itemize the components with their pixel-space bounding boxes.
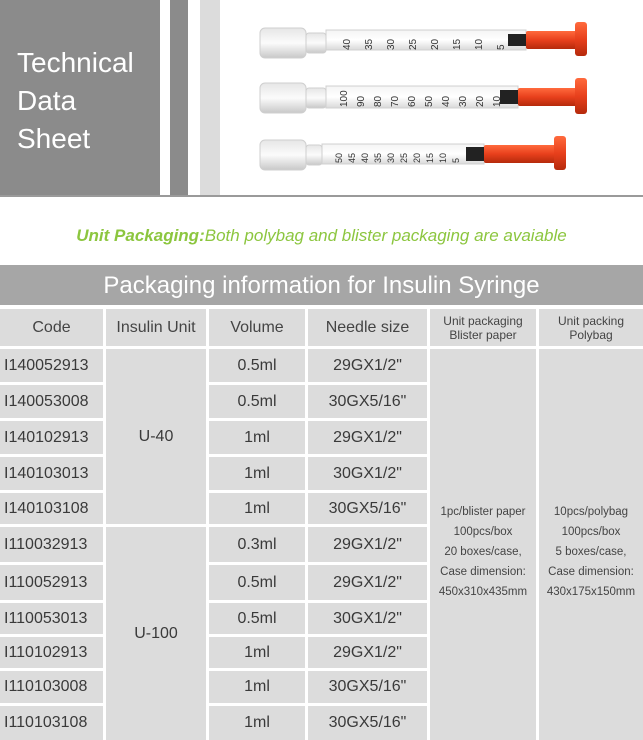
cell-code: I140103108 bbox=[0, 493, 103, 524]
scale-label: 5 bbox=[496, 44, 507, 50]
syringe-middle bbox=[260, 78, 587, 114]
note-line: Case dimension: bbox=[548, 565, 634, 578]
header-volume: Volume bbox=[209, 309, 305, 346]
cell-volume: 1ml bbox=[209, 421, 305, 454]
scale-label: 70 bbox=[390, 95, 401, 107]
scale-label: 90 bbox=[356, 95, 367, 107]
cell-needle: 29GX1/2" bbox=[308, 527, 427, 562]
page-title bbox=[17, 44, 157, 158]
header-polybag bbox=[539, 309, 643, 346]
scale-label: 60 bbox=[407, 95, 418, 107]
header-insulin-unit: Insulin Unit bbox=[106, 309, 206, 346]
header-needle-size: Needle size bbox=[308, 309, 427, 346]
scale-label: 15 bbox=[452, 38, 463, 50]
syringe-bottom bbox=[260, 136, 566, 170]
note-line: 20 boxes/case, bbox=[444, 545, 522, 558]
cell-needle: 29GX1/2" bbox=[308, 637, 427, 668]
scale-label: 15 bbox=[425, 152, 435, 163]
cell-needle: 30GX5/16" bbox=[308, 671, 427, 703]
cell-needle: 30GX5/16" bbox=[308, 493, 427, 524]
cell-code: I110052913 bbox=[0, 565, 103, 600]
header-code: Code bbox=[0, 309, 103, 346]
syringe-top bbox=[260, 22, 587, 58]
scale-label: 45 bbox=[347, 152, 357, 163]
scale-label: 25 bbox=[408, 38, 419, 50]
title-line: Sheet bbox=[17, 123, 91, 154]
cell-needle: 29GX1/2" bbox=[308, 421, 427, 454]
cell-code: I140102913 bbox=[0, 421, 103, 454]
cell-code: I110103008 bbox=[0, 671, 103, 703]
note-line: 100pcs/box bbox=[453, 525, 513, 538]
subtitle-bold: Unit Packaging: bbox=[76, 226, 205, 245]
subtitle-text: Both polybag and blister packaging are avaiable bbox=[204, 226, 567, 245]
blister-notes bbox=[430, 349, 536, 740]
cell-code: I110102913 bbox=[0, 637, 103, 668]
cell-volume: 1ml bbox=[209, 493, 305, 524]
header-polybag-line: Unit packing bbox=[557, 313, 625, 328]
cell-volume: 1ml bbox=[209, 706, 305, 740]
cell-needle: 29GX1/2" bbox=[308, 349, 427, 382]
scale-label: 40 bbox=[441, 95, 452, 107]
cell-code: I110032913 bbox=[0, 527, 103, 562]
cell-code: I110103108 bbox=[0, 706, 103, 740]
cell-volume: 1ml bbox=[209, 637, 305, 668]
unit-group-u40: U-40 bbox=[106, 349, 206, 524]
unit-group-u100: U-100 bbox=[106, 527, 206, 740]
scale-label: 50 bbox=[424, 95, 435, 107]
scale-label: 10 bbox=[492, 95, 503, 107]
polybag-notes bbox=[539, 349, 643, 740]
cell-volume: 1ml bbox=[209, 671, 305, 703]
cell-code: I140103013 bbox=[0, 457, 103, 490]
header-polybag-line: Polybag bbox=[569, 327, 613, 342]
cell-code: I140052913 bbox=[0, 349, 103, 382]
scale-label: 30 bbox=[386, 38, 397, 50]
cell-volume: 1ml bbox=[209, 457, 305, 490]
scale-label: 40 bbox=[342, 38, 353, 50]
cell-needle: 30GX1/2" bbox=[308, 457, 427, 490]
cell-code: I140053008 bbox=[0, 385, 103, 418]
scale-label: 5 bbox=[451, 157, 461, 163]
scale-label: 20 bbox=[475, 95, 486, 107]
header-blister-line: Unit packaging bbox=[443, 313, 523, 328]
cell-volume: 0.5ml bbox=[209, 349, 305, 382]
note-line: 430x175x150mm bbox=[546, 585, 636, 598]
scale-label: 100 bbox=[339, 90, 350, 107]
note-line: 450x310x435mm bbox=[438, 585, 528, 598]
packaging-subtitle bbox=[0, 226, 643, 246]
title-line: Technical bbox=[17, 47, 134, 78]
cell-volume: 0.5ml bbox=[209, 565, 305, 600]
cell-needle: 30GX5/16" bbox=[308, 706, 427, 740]
scale-label: 20 bbox=[430, 38, 441, 50]
header bbox=[0, 0, 643, 195]
scale-label: 20 bbox=[412, 152, 422, 163]
table-title: Packaging information for Insulin Syringe bbox=[0, 265, 643, 305]
cell-volume: 0.5ml bbox=[209, 603, 305, 634]
cell-volume: 0.5ml bbox=[209, 385, 305, 418]
scale-label: 30 bbox=[386, 152, 396, 163]
note-line: Case dimension: bbox=[440, 565, 526, 578]
note-line: 5 boxes/case, bbox=[555, 545, 627, 558]
header-stripe-light bbox=[200, 0, 220, 195]
scale-label: 35 bbox=[373, 152, 383, 163]
scale-label: 40 bbox=[360, 152, 370, 163]
scale-label: 50 bbox=[334, 152, 344, 163]
cell-code: I110053013 bbox=[0, 603, 103, 634]
header-divider bbox=[0, 195, 643, 197]
header-blister-line: Blister paper bbox=[449, 327, 517, 342]
scale-label: 35 bbox=[364, 38, 375, 50]
header-stripe bbox=[170, 0, 188, 195]
cell-needle: 29GX1/2" bbox=[308, 565, 427, 600]
title-line: Data bbox=[17, 85, 77, 116]
header-blister bbox=[430, 309, 536, 346]
scale-label: 10 bbox=[474, 38, 485, 50]
cell-needle: 30GX1/2" bbox=[308, 603, 427, 634]
cell-volume: 0.3ml bbox=[209, 527, 305, 562]
scale-label: 25 bbox=[399, 152, 409, 163]
cell-needle: 30GX5/16" bbox=[308, 385, 427, 418]
syringe-product-image bbox=[250, 0, 643, 195]
scale-label: 10 bbox=[438, 152, 448, 163]
scale-label: 80 bbox=[373, 95, 384, 107]
note-line: 1pc/blister paper bbox=[440, 505, 526, 518]
note-line: 10pcs/polybag bbox=[553, 505, 629, 518]
scale-label: 30 bbox=[458, 95, 469, 107]
note-line: 100pcs/box bbox=[561, 525, 621, 538]
